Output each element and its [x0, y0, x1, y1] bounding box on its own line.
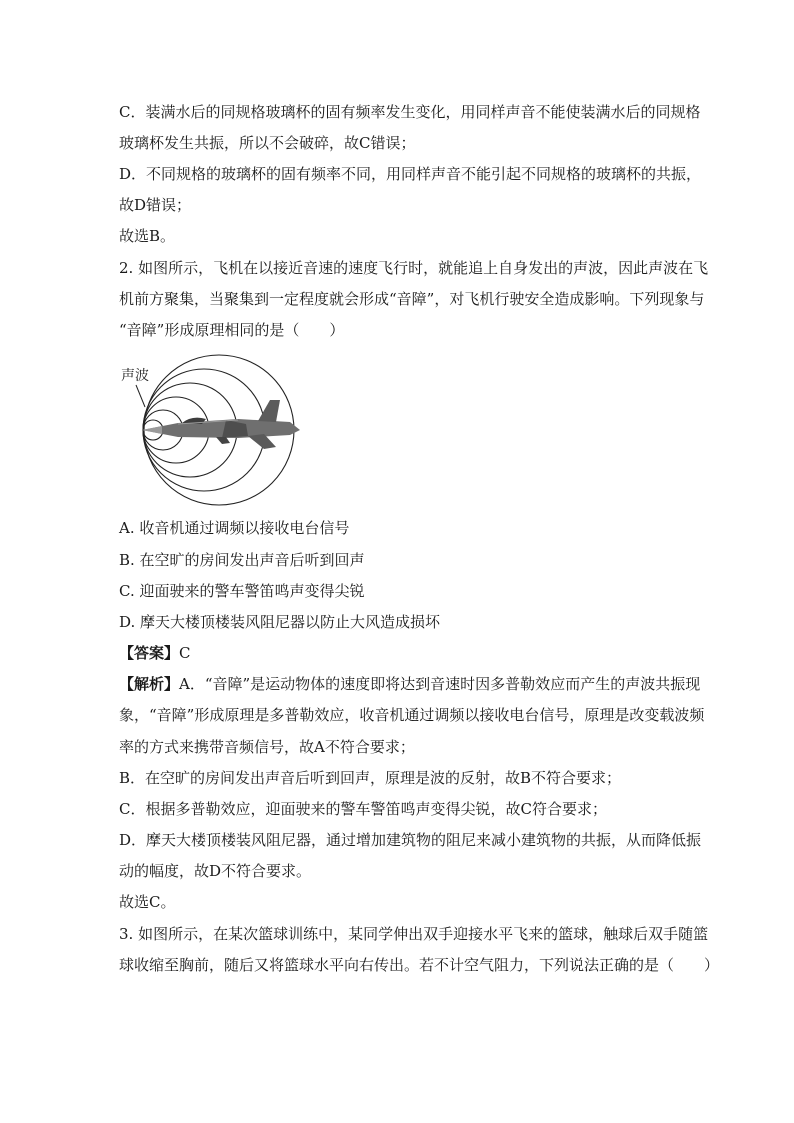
option-d: D. 摩天大楼顶楼装风阻尼器以防止大风造成损坏: [119, 613, 441, 631]
analysis-line: C．根据多普勒效应，迎面驶来的警车警笛鸣声变得尖锐，故C符合要求；: [119, 800, 607, 818]
answer-tag: 【答案】: [119, 644, 180, 662]
text-line: 玻璃杯发生共振，所以不会破碎，故C错误；: [119, 134, 416, 152]
analysis-line: 动的幅度，故D不符合要求。: [119, 862, 312, 880]
figure-label: 声波: [121, 368, 149, 384]
jet-icon: [142, 400, 300, 449]
text-line: 故选B。: [119, 227, 176, 245]
analysis-line: 率的方式来携带音频信号，故A不符合要求；: [119, 738, 415, 756]
question-3-line: 球收缩至胸前，随后又将篮球水平向右传出。若不计空气阻力，下列说法正确的是（ ）: [119, 956, 720, 974]
text-line: D．不同规格的玻璃杯的固有频率不同，用同样声音不能引起不同规格的玻璃杯的共振，: [119, 165, 702, 183]
analysis-line: 象，“音障”形成原理是多普勒效应，收音机通过调频以接收电台信号，原理是改变载波频: [119, 706, 705, 724]
analysis-line: 故选C。: [119, 893, 176, 911]
analysis-line: [119, 674, 701, 694]
answer-value: C: [179, 644, 191, 662]
option-c: C. 迎面驶来的警车警笛鸣声变得尖锐: [119, 582, 365, 600]
sound-barrier-figure: [118, 352, 308, 512]
analysis-line: B．在空旷的房间发出声音后听到回声，原理是波的反射，故B不符合要求；: [119, 769, 622, 787]
text-line: 故D错误；: [119, 196, 192, 214]
analysis-line: D．摩天大楼顶楼装风阻尼器，通过增加建筑物的阻尼来减小建筑物的共振，从而降低振: [119, 831, 702, 849]
question-3-line: 3. 如图所示，在某次篮球训练中，某同学伸出双手迎接水平飞来的篮球，触球后双手随篮: [119, 925, 709, 943]
analysis-text: A．“音障”是运动物体的速度即将达到音速时因多普勒效应而产生的声波共振现: [179, 675, 701, 693]
analysis-tag: 【解析】: [119, 675, 180, 693]
answer-line: [119, 643, 191, 663]
question-2-line: 2. 如图所示，飞机在以接近音速的速度飞行时，就能追上自身发出的声波，因此声波在飞: [119, 259, 709, 277]
option-a: A. 收音机通过调频以接收电台信号: [119, 519, 350, 537]
question-2-line: 机前方聚集，当聚集到一定程度就会形成“音障”，对飞机行驶安全造成影响。下列现象与: [119, 290, 705, 308]
question-2-line: “音障”形成原理相同的是（ ）: [119, 321, 345, 339]
text-line: C．装满水后的同规格玻璃杯的固有频率发生变化，用同样声音不能使装满水后的同规格: [119, 103, 701, 121]
option-b: B. 在空旷的房间发出声音后听到回声: [119, 551, 365, 569]
